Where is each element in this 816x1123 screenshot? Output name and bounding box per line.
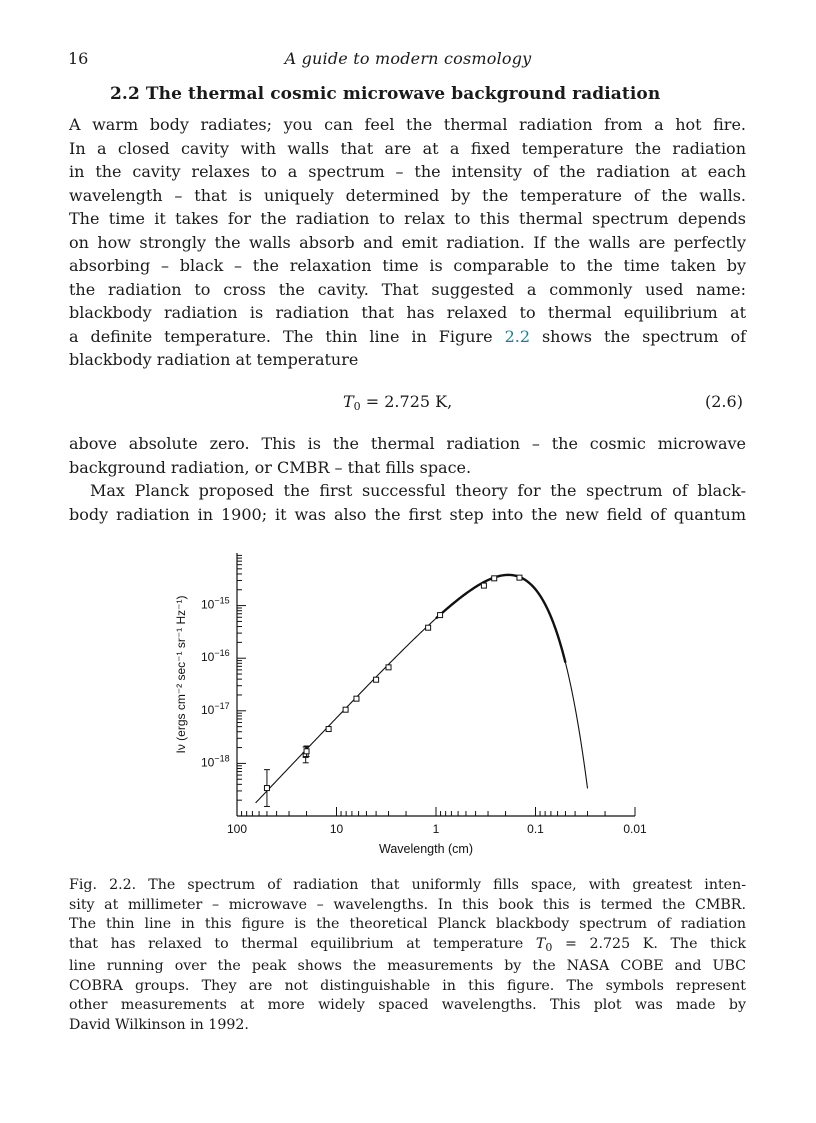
figure-caption bbox=[69, 876, 746, 1035]
caption-subscript: 0 bbox=[545, 940, 553, 954]
y-axis-title: Iν (ergs cm⁻² sec⁻¹ sr⁻¹ Hz⁻¹) bbox=[174, 595, 188, 754]
paragraph-1 bbox=[69, 113, 746, 372]
text-line: background radiation, or CMBR – that fills space. bbox=[69, 457, 472, 477]
caption-line: Fig. 2.2. The spectrum of radiation that uniformly fills space, with greatest inten- bbox=[69, 877, 746, 893]
text-segment: shows the spectrum of bbox=[530, 326, 747, 346]
figure-reference-link[interactable]: 2.2 bbox=[504, 326, 531, 346]
planck-curve-thin bbox=[256, 575, 588, 803]
data-point-marker bbox=[517, 575, 522, 580]
caption-symbol: T bbox=[535, 935, 546, 952]
paragraph-3 bbox=[69, 479, 746, 526]
caption-line: sity at millimeter – microwave – wavelengths. In this book this is termed the CMBR. bbox=[69, 896, 746, 913]
data-point-marker bbox=[374, 677, 379, 682]
equation-symbol: T bbox=[343, 392, 354, 411]
text-line bbox=[69, 325, 746, 349]
equation-body bbox=[343, 392, 452, 413]
data-point-marker bbox=[264, 786, 269, 791]
text-line: wavelength – that is uniquely determined by the temperature of the walls. bbox=[69, 185, 746, 205]
text-line: Max Planck proposed the first successful theory for the spectrum of black- bbox=[90, 481, 746, 500]
caption-segment: that has relaxed to thermal equilibrium at temperature bbox=[69, 935, 536, 952]
paragraph-2 bbox=[69, 432, 746, 479]
x-axis-title: Wavelength (cm) bbox=[378, 842, 474, 856]
data-point-marker bbox=[492, 576, 497, 581]
text-line: blackbody radiation is radiation that has relaxed to thermal equilibrium at bbox=[69, 303, 746, 322]
text-line: above absolute zero. This is the thermal radiation – the cosmic microwave bbox=[69, 434, 746, 453]
text-line: A warm body radiates; you can feel the thermal radiation from a hot fire. bbox=[69, 115, 746, 134]
caption-line: COBRA groups. They are not distinguishable in this figure. The symbols represent bbox=[69, 977, 746, 994]
running-head: A guide to modern cosmology bbox=[284, 49, 532, 68]
text-line: the radiation to cross the cavity. That suggested a commonly used name: bbox=[69, 279, 746, 299]
text-line: absorbing – black – the relaxation time is comparable to the time taken by bbox=[69, 256, 746, 275]
caption-line: other measurements at more widely spaced wavelengths. This plot was made by bbox=[69, 997, 746, 1013]
data-point-marker bbox=[343, 707, 348, 712]
text-segment: a definite temperature. The thin line in Figure bbox=[69, 326, 505, 346]
axis-labels bbox=[174, 596, 647, 857]
equation-subscript: 0 bbox=[353, 400, 361, 413]
caption-segment: = 2.725 K. The thick bbox=[552, 935, 747, 952]
equation-rhs: = 2.725 K, bbox=[360, 392, 453, 411]
x-tick-label: 0.1 bbox=[527, 822, 544, 836]
data-point-marker bbox=[426, 625, 431, 630]
x-tick-label: 1 bbox=[432, 822, 440, 836]
caption-line: David Wilkinson in 1992. bbox=[69, 1016, 249, 1033]
curves bbox=[256, 575, 588, 803]
data-point-marker bbox=[438, 613, 443, 618]
cobe-cobra-curve-thick bbox=[436, 575, 565, 663]
caption-line: The thin line in this figure is the theoretical Planck blackbody spectrum of radiation bbox=[69, 916, 746, 932]
data-point-marker bbox=[326, 727, 331, 732]
section-title: 2.2 The thermal cosmic microwave background radiation bbox=[110, 84, 661, 104]
data-point-marker bbox=[304, 749, 309, 754]
equation-number: (2.6) bbox=[705, 392, 743, 411]
data-point-marker bbox=[481, 583, 486, 588]
text-line: body radiation in 1900; it was also the first step into the new field of quantum bbox=[69, 504, 746, 524]
x-tick-label: 10 bbox=[329, 822, 344, 836]
axes bbox=[237, 553, 635, 816]
text-line: In a closed cavity with walls that are at a fixed temperature the radiation bbox=[69, 138, 746, 158]
text-line: on how strongly the walls absorb and emit radiation. If the walls are perfectly bbox=[69, 232, 746, 252]
caption-line bbox=[69, 935, 746, 958]
y-tick-label: $10^{-17}$ bbox=[201, 700, 230, 717]
text-line: blackbody radiation at temperature bbox=[69, 350, 359, 369]
x-tick-label: 0.01 bbox=[623, 822, 647, 836]
y-tick-label: $10^{-16}$ bbox=[201, 648, 230, 665]
data-point-marker bbox=[386, 665, 391, 670]
y-tick-label: $10^{-18}$ bbox=[201, 753, 230, 770]
x-tick-label: 100 bbox=[226, 822, 248, 836]
data-point-marker bbox=[354, 696, 359, 701]
page-number: 16 bbox=[68, 49, 89, 68]
cmbr-spectrum-chart bbox=[160, 545, 660, 865]
text-line: The time it takes for the radiation to relax to this thermal spectrum depends bbox=[69, 209, 746, 228]
data-points bbox=[264, 575, 522, 806]
text-line: in the cavity relaxes to a spectrum – the intensity of the radiation at each bbox=[69, 162, 746, 181]
caption-line: line running over the peak shows the measurements by the NASA COBE and UBC bbox=[69, 958, 746, 974]
y-tick-label: $10^{-15}$ bbox=[201, 595, 230, 612]
